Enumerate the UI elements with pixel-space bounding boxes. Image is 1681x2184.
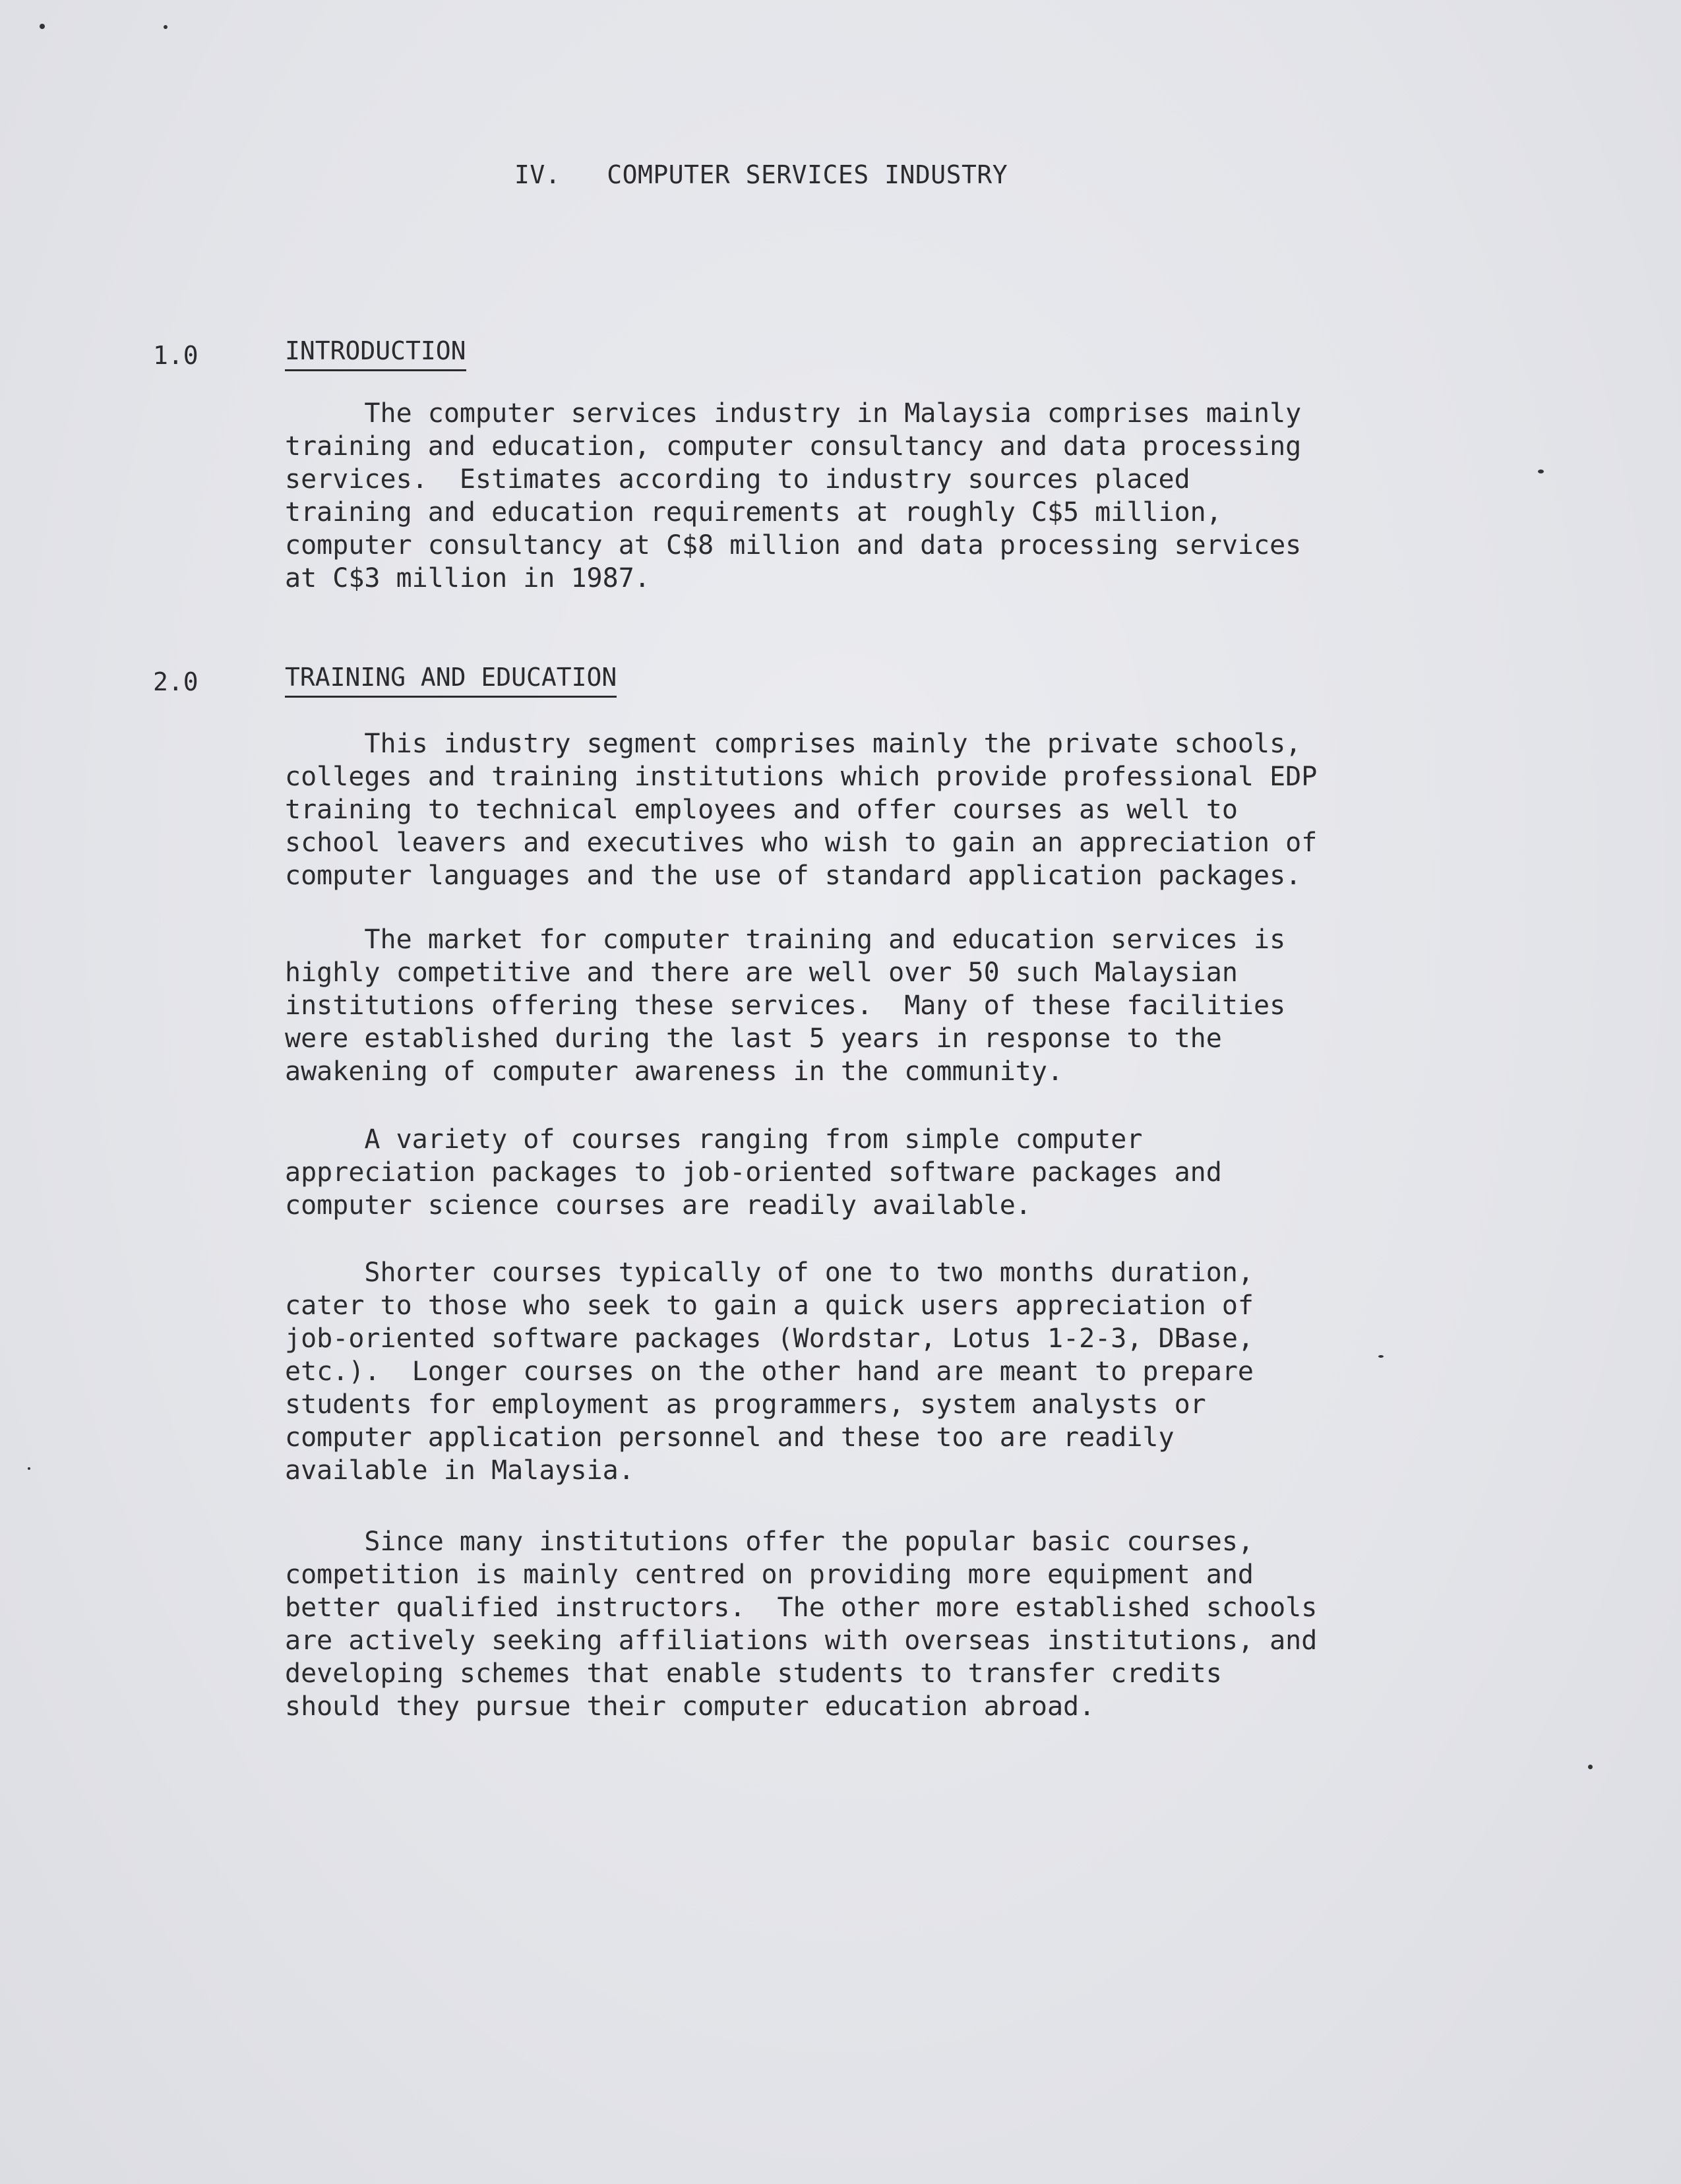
training-paragraph-3: A variety of courses ranging from simple computer appreciation packages to job-oriented software packages and computer science courses are readily available.	[285, 1124, 1222, 1221]
section-heading-introduction: INTRODUCTION	[285, 336, 466, 371]
section-number-2: 2.0	[153, 667, 199, 696]
section-number-1: 1.0	[153, 341, 199, 370]
page-title: IV. COMPUTER SERVICES INDUSTRY	[514, 160, 1008, 189]
section-heading-training-education: TRAINING AND EDUCATION	[285, 663, 617, 698]
scan-speck	[1588, 1765, 1593, 1769]
training-paragraph-1: This industry segment comprises mainly the private schools, colleges and training institutions which provide professional EDP training to technical employees and offer courses as well to school leavers and executives who wish to gain an appreciation of computer languages and the use of standard application packages.	[285, 729, 1318, 891]
training-paragraph-5: Since many institutions offer the popular basic courses, competition is mainly centred on providing more equipment and better qualified instructors. The other more established schools are actively seeking affiliations with overseas institutions, and developing schemes that enable students to transfer credits should they pursue their computer education abroad.	[285, 1527, 1318, 1722]
scan-speck	[1538, 470, 1544, 473]
scan-speck	[28, 1467, 30, 1470]
scan-speck	[40, 24, 45, 29]
training-paragraph-2: The market for computer training and education services is highly competitive and there are well over 50 such Malaysian institutions offering these services. Many of these facilities were established during the last 5 years in response to the awakening of computer awareness in the community.	[285, 925, 1286, 1087]
scan-speck	[164, 25, 168, 29]
introduction-paragraph: The computer services industry in Malaysia comprises mainly training and education, computer consultancy and data processing services. Estimates according to industry sources placed training and education requirements at roughly C$5 million, computer consultancy at C$8 million and data processing services at C$3 million in 1987.	[285, 398, 1302, 593]
training-paragraph-4: Shorter courses typically of one to two months duration, cater to those who seek to gain a quick users appreciation of job-oriented software packages (Wordstar, Lotus 1-2-3, DBase, etc.). Longer courses on the other hand are meant to prepare students for employment as programmers, system analysts or computer application personnel and these too are readily available in Malaysia.	[285, 1258, 1254, 1486]
